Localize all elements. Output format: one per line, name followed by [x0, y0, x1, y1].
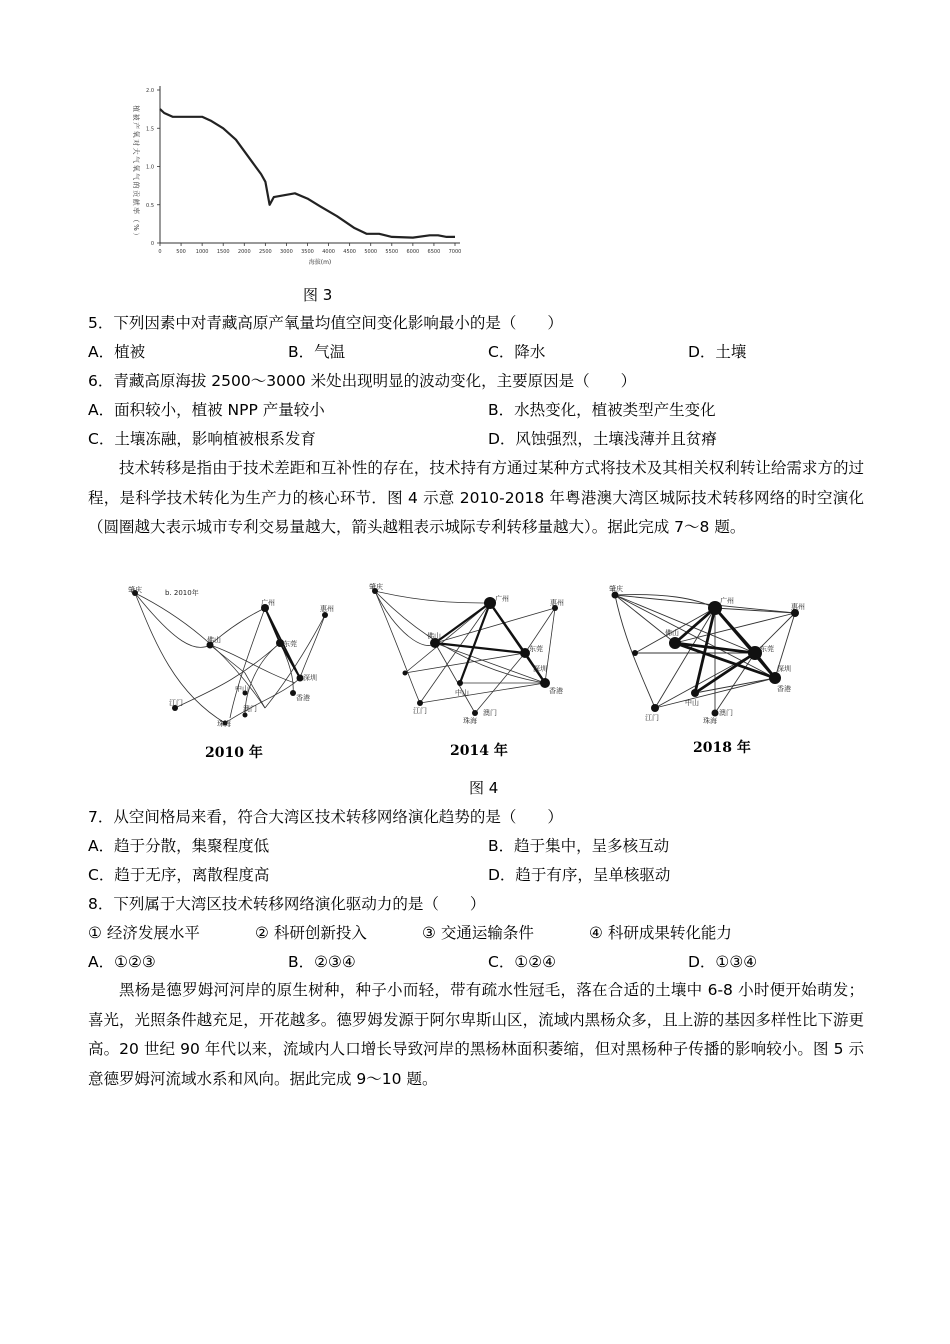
city-2010-dongguan: 东莞	[283, 640, 297, 648]
passage-tech-transfer: 技术转移是指由于技术差距和互补性的存在，技术持有方通过某种方式将技术及其相关权利转让给需求方的过程，是科学技术转化为生产力的核心环节．图 4 示意 2010-2018 年粤港澳大湾区城际技术转移网络的时空演化（圆圈越大表示城市专利交易量越大，箭头越粗表示城际专利转移量越大）。据此完成 7～8 题。	[88, 459, 864, 536]
figure4-svg	[115, 583, 815, 728]
q7-option-b[interactable]: B．趋于集中，呈多核互动	[488, 837, 670, 855]
city-2010-macau: 澳门	[243, 705, 257, 713]
city-2010-huizhou: 惠州	[320, 605, 334, 613]
figure3-caption: 图 3	[303, 286, 333, 304]
q6-option-d[interactable]: D．风蚀强烈，土壤浅薄并且贫瘠	[488, 430, 717, 448]
figure3-xtick-label: 4000	[322, 249, 335, 255]
q8-option-b[interactable]: B．②③④	[288, 953, 356, 971]
city-2018-guangzhou: 广州	[720, 597, 734, 605]
city-2018-hongkong: 香港	[777, 685, 791, 693]
figure3-xtick-label: 1000	[195, 249, 209, 255]
figure4-networks	[115, 583, 815, 728]
q8-option-c[interactable]: C．①②④	[488, 953, 557, 971]
city-2010-hongkong: 香港	[296, 694, 310, 702]
city-2014-jiangmen: 江门	[413, 707, 427, 715]
city-2010-foshan: 佛山	[207, 636, 221, 644]
city-2014-huizhou: 惠州	[550, 599, 564, 607]
q8-option-d[interactable]: D．①③④	[688, 953, 758, 971]
city-2018-zhongshan: 中山	[685, 699, 699, 707]
city-2014-macau: 澳门	[483, 709, 497, 717]
figure4-caption: 图 4	[469, 779, 499, 797]
city-2018-zhuhai: 珠海	[703, 717, 717, 725]
figure3-ytick-label: 0	[150, 241, 154, 247]
figure3-xtick-label: 2500	[258, 249, 272, 255]
city-2018-foshan: 佛山	[665, 629, 679, 637]
figure3-ytick-label: 1.0	[146, 164, 154, 171]
q5-option-c[interactable]: C．降水	[488, 343, 546, 361]
q7-stem: 7．从空间格局来看，符合大湾区技术转移网络演化趋势的是（ ）	[88, 808, 563, 826]
city-2014-shenzhen: 深圳	[533, 665, 547, 673]
q6-option-a[interactable]: A．面积较小，植被 NPP 产量较小	[88, 401, 325, 419]
network-2018	[609, 584, 805, 725]
figure3-xtick-label: 4500	[343, 249, 357, 255]
figure3-xtick-label: 500	[176, 249, 186, 255]
figure3-svg	[120, 78, 470, 268]
figure3-ylabel: 植被产氧对大气氧气的贡献率（%）	[132, 105, 140, 241]
q6-option-c[interactable]: C．土壤冻融，影响植被根系发育	[88, 430, 316, 448]
q5-option-d[interactable]: D．土壤	[688, 343, 747, 361]
figure3-xtick-label: 6500	[427, 249, 441, 255]
figure3-xtick-label: 3000	[280, 249, 293, 255]
q7-option-a[interactable]: A．趋于分散，集聚程度低	[88, 837, 270, 855]
figure3-xtick-label: 1500	[216, 249, 230, 255]
city-2018-macau: 澳门	[719, 709, 733, 717]
q5-option-b[interactable]: B．气温	[288, 343, 346, 361]
city-2010-guangzhou: 广州	[261, 599, 275, 607]
city-2014-guangzhou: 广州	[495, 595, 509, 603]
city-2014-dongguan: 东莞	[529, 645, 543, 653]
city-2018-jiangmen: 江门	[645, 714, 659, 722]
figure3-xtick-label: 7000	[448, 249, 462, 255]
q8-factor-1: ① 经济发展水平	[88, 924, 200, 942]
q8-stem: 8．下列属于大湾区技术转移网络演化驱动力的是（ ）	[88, 895, 486, 913]
figure3-xtick-label: 5000	[364, 249, 378, 255]
network-2010	[128, 585, 334, 728]
city-2018-shenzhen: 深圳	[777, 665, 791, 673]
city-2014-zhongshan: 中山	[455, 689, 469, 697]
figure3-xtick-label: 2000	[237, 249, 251, 255]
city-2018-dongguan: 东莞	[760, 645, 774, 653]
figure3-ytick-label: 2.0	[146, 88, 154, 94]
city-2010-zhaoqing: 肇庆	[128, 586, 142, 594]
panel-tag-2010: b. 2010年	[165, 589, 199, 597]
city-2010-jiangmen: 江门	[169, 699, 183, 707]
figure3-chart	[120, 78, 470, 268]
figure3-ytick-label: 1.5	[146, 126, 154, 133]
figure3-ytick-label: 0.5	[146, 202, 154, 209]
figure3-xtick-label: 5500	[385, 249, 399, 255]
figure4-year-2014: 2014 年	[450, 743, 508, 759]
q5-stem: 5．下列因素中对青藏高原产氧量均值空间变化影响最小的是（ ）	[88, 314, 563, 332]
city-2018-huizhou: 惠州	[791, 603, 805, 611]
q7-option-d[interactable]: D．趋于有序，呈单核驱动	[488, 866, 671, 884]
network-2014	[369, 583, 564, 725]
passage-black-poplar: 黑杨是德罗姆河河岸的原生树种，种子小而轻，带有疏水性冠毛，落在合适的土壤中 6-8 小时便开始萌发；喜光，光照条件越充足，开花越多。德罗姆发源于阿尔卑斯山区，流域内黑杨众多，且上游的基因多样性比下游更高。20 世纪 90 年代以来，流域内人口增长导致河岸的黑杨林面积萎缩，但对黑杨种子传播的影响较小。图 5 示意德罗姆河流域水系和风向。据此完成 9～10 题。	[88, 981, 864, 1088]
figure4-year-2010: 2010 年	[205, 745, 263, 761]
q8-factor-3: ③ 交通运输条件	[422, 924, 534, 942]
q8-factor-4: ④ 科研成果转化能力	[589, 924, 732, 942]
q5-option-a[interactable]: A．植被	[88, 343, 146, 361]
city-2014-foshan: 佛山	[427, 632, 441, 640]
figure3-xtick-label: 0	[158, 249, 162, 255]
figure3-xlabel: 海拔(m)	[308, 259, 332, 266]
q8-option-a[interactable]: A．①②③	[88, 953, 156, 971]
figure3-series-line	[160, 109, 455, 238]
q6-stem: 6．青藏高原海拔 2500～3000 米处出现明显的波动变化，主要原因是（ ）	[88, 372, 637, 390]
city-2010-shenzhen: 深圳	[303, 674, 317, 682]
city-2014-zhaoqing: 肇庆	[369, 583, 383, 591]
q7-option-c[interactable]: C．趋于无序，离散程度高	[88, 866, 270, 884]
figure3-xtick-label: 6000	[406, 249, 420, 255]
q8-factor-2: ② 科研创新投入	[255, 924, 367, 942]
city-2010-zhuhai: 珠海	[217, 720, 231, 728]
city-2014-zhuhai: 珠海	[463, 717, 477, 725]
q6-option-b[interactable]: B．水热变化，植被类型产生变化	[488, 401, 716, 419]
city-2014-hongkong: 香港	[549, 687, 563, 695]
figure3-xtick-label: 3500	[301, 249, 314, 255]
figure4-year-2018: 2018 年	[693, 740, 751, 756]
city-2010-zhongshan: 中山	[235, 685, 249, 693]
city-2018-zhaoqing: 肇庆	[609, 585, 623, 593]
